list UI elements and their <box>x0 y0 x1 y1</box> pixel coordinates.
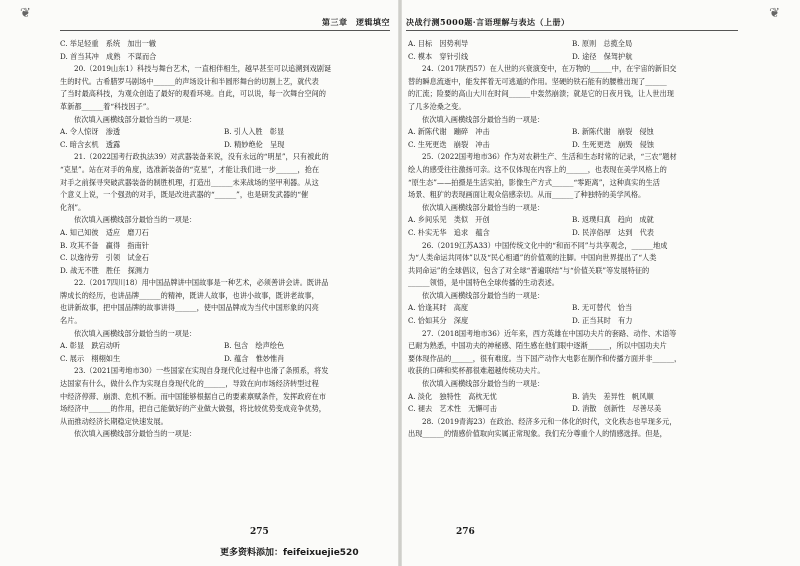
text-line: 收获的口碑和奖杯都很难超越传统功夫片。 <box>408 366 545 376</box>
option-text: A. 新陈代谢 蹦碎 冲击 <box>408 127 490 137</box>
text-line: C. 以逸待劳 引领 试金石 <box>60 253 149 263</box>
option-text: B. 返璞归真 趋向 成就 <box>572 215 654 225</box>
option-text: A. 令人惊讶 渗透 <box>60 127 121 137</box>
text-line: 场经济中______的作用，把自己能做好的产业做大做强，将比较优势变成竞争优势， <box>60 404 326 414</box>
text-line: ______领悟，是中国特色全球传播的生动表述。 <box>408 278 559 288</box>
chapter-title: 第三章 逻辑填空 <box>322 17 390 27</box>
text-line: 依次填入画横线部分最恰当的一项是： <box>422 114 545 124</box>
text-line: 24.（2017陕西57）在人世的兴衰演变中，在万物的______中，在宇宙的新旧交 <box>422 64 677 74</box>
right-page-body <box>408 38 736 441</box>
text-line: C. 举足轻重 系统 加出一辙 <box>60 39 157 48</box>
text-line: 为“人类命运共同体”以及“民心相通”的价值观的注脚。中国向世界提出了“人类 <box>408 253 657 263</box>
option-row <box>408 403 736 416</box>
text-line: 共同命运”的全球倡议，包含了对全球“普遍联结”与“价值关联”等发展特征的 <box>408 265 650 275</box>
text-line: 25.（2022国考地市36）作为对农耕生产、生活和生态时常的记录，“三农”题材 <box>422 152 677 162</box>
book-title: 决战行测5000题·言语理解与表达（上册） <box>406 17 570 27</box>
text-line: 也讲新故事，把中国品牌的故事讲得______，使中国品牌成为当代中国形象的闪亮 <box>60 303 319 313</box>
text-line: 了当时最高科技，为观众创造了最好的观看环境。自此，可以说，每一次舞台空间的 <box>60 89 326 99</box>
text-line: 22.（2017四川18）用中国品牌讲中国故事是一种艺术，必须善讲会讲。既讲品 <box>74 278 329 288</box>
text-line: 场景、粗犷的表现画面让观众倍感亲切。从而______了种独特的美学风格。 <box>408 190 646 200</box>
text-line: “原生态”——拍摄是生活实拍，影像生产方式______“零距离”，这种真实的生活 <box>408 177 660 187</box>
option-text: A. 淡化 独特性 高枕无忧 <box>408 391 497 401</box>
option-row <box>408 315 736 328</box>
text-line: D. 战无不胜 胜任 探测力 <box>60 265 150 275</box>
text-line: 绘人的感受往往激扬可亲。这不仅体现在内容上的______，也表现在美学风格上的 <box>408 164 667 174</box>
option-text: D. 蕴含 惟妙惟肖 <box>224 353 285 363</box>
text-line: 27.（2018国考地市36）近年来，西方英雄在中国功夫片的套路、动作、术语等 <box>422 328 677 338</box>
option-row <box>60 353 388 366</box>
text-line: 依次填入画横线部分最恰当的一项是： <box>74 328 197 338</box>
option-text: A. 乡间乐见 类似 开创 <box>408 215 490 225</box>
text-line: 革新都______着“科技因子”。 <box>60 101 154 111</box>
option-text: A. 目标 因势利导 <box>408 39 469 48</box>
option-row <box>408 126 736 139</box>
option-row <box>60 340 388 353</box>
option-row <box>408 227 736 240</box>
option-text: A. 彰显 跌宕动听 <box>60 341 121 351</box>
option-text: C. 暗含玄机 透露 <box>60 139 121 149</box>
text-line: 依次填入画横线部分最恰当的一项是： <box>422 290 545 300</box>
text-line: 生的时代。古希腊罗马剧场中______的声场设计和半圆形舞台的切割上艺，就代表 <box>60 76 319 86</box>
text-line: 替的瞬息流逝中，能发挥着无可逃遁的作用。坚硬的铁石能有的腰椎出现了______ <box>408 76 667 86</box>
option-row <box>408 51 736 64</box>
text-line: A. 知己知彼 适应 磨刀石 <box>60 227 149 237</box>
page-number-left: 275 <box>250 527 269 537</box>
text-line: 名片。 <box>60 316 82 326</box>
text-line: 28.（2019青海23）在政治、经济多元和一体化的时代，文化秩态也早现多元， <box>422 416 677 426</box>
flourish-ornament-icon: ❦ <box>20 6 31 21</box>
option-text: D. 途径 保驾护航 <box>572 51 633 61</box>
text-line: 20.（2019山东1）科技与舞台艺术，一直相伴相生，越早甚至可以追溯到戏剧诞 <box>74 64 332 74</box>
text-line: 了几多沧桑之变。 <box>408 101 466 111</box>
option-text: D. 精妙绝伦 呈现 <box>224 139 285 149</box>
text-line: 依次填入画横线部分最恰当的一项是： <box>422 202 545 212</box>
right-page-header <box>406 10 738 31</box>
option-text: C. 展示 栩栩如生 <box>60 353 121 363</box>
option-text: B. 消失 差异性 帆风顺 <box>572 391 654 401</box>
flourish-ornament-icon: ❦ <box>769 6 780 21</box>
option-text: B. 引人入胜 彰显 <box>224 127 285 137</box>
text-line: “克星”。站在对手的角度，选准新装备的“克星”，才能让我们进一步______，抢在 <box>60 164 320 174</box>
text-line: 化剂”。 <box>60 202 86 212</box>
text-line: 依次填入画横线部分最恰当的一项是： <box>422 379 545 389</box>
option-text: D. 民淳俗厚 达到 代表 <box>572 227 654 237</box>
text-line: 中经济停滞、崩溃、危机不断。而中国能够根据自己的要素禀赋条件，发挥政府在市 <box>60 391 326 401</box>
text-line: 依次填入画横线部分最恰当的一项是： <box>74 429 197 439</box>
option-text: D. 正当其时 有力 <box>572 316 633 326</box>
text-line: 出现______的情感价值取向实属正常现象。我们充分尊重个人的情感选择。但是， <box>408 429 667 439</box>
text-line: 个意义上说，一个强劲的对手，既是改进武器的“______”，也是研发武器的“催 <box>60 190 309 200</box>
text-line: B. 攻其不备 赢得 指南针 <box>60 240 149 250</box>
option-text: B. 包含 绘声绘色 <box>224 341 285 351</box>
text-line: 21.（2022国考行政执法39）对武器装备来说，没有永远的“明星”，只有被此的 <box>74 152 329 162</box>
option-row <box>408 139 736 152</box>
option-text: D. 消散 创新性 尽善尽美 <box>572 404 662 414</box>
text-line: 23.（2021国考地市30）一些国家在实现自身现代化过程中也滑了条照系，将发 <box>74 366 329 376</box>
text-line: 对手之前探寻突破武器装备的制胜机理，打造出______未来战场的坚甲利器。从这 <box>60 177 319 187</box>
page-number-right: 276 <box>456 527 475 537</box>
option-text: B. 原则 总揽全局 <box>572 39 633 48</box>
option-row <box>408 214 736 227</box>
text-line: 牌成长的经历，也讲品牌______的精神，既讲人故事，也讲小故事，既讲老故事， <box>60 290 319 300</box>
text-line: 依次填入画横线部分最恰当的一项是： <box>74 114 197 124</box>
text-line: 已耐为熟悉，中国功夫的神秘感、陌生感在他们眼中逐渐______，所以中国功夫片 <box>408 341 667 351</box>
left-page-header <box>60 10 390 31</box>
text-line: 26.（2019江苏A33）中国传统文化中的“和而不同”与共享观念，______地成 <box>422 240 668 250</box>
option-text: D. 生死更迭 崩毁 侵蚀 <box>572 139 654 149</box>
text-line: 依次填入画横线部分最恰当的一项是： <box>74 215 197 225</box>
option-text: A. 恰逢其时 高度 <box>408 303 469 313</box>
text-line: 要体现作品的______，很有难度。当下国产动作大电影在制作和传播方面并非______， <box>408 353 682 363</box>
option-text: B. 无可替代 恰当 <box>572 303 633 313</box>
left-page-body <box>60 38 388 441</box>
option-row <box>408 38 736 51</box>
right-page <box>400 0 800 566</box>
option-text: C. 生死更迭 崩裂 冲击 <box>408 139 490 149</box>
text-line: D. 首当其冲 成熟 不谋而合 <box>60 51 157 61</box>
option-text: C. 朴实无华 追求 蕴含 <box>408 227 490 237</box>
option-row <box>408 391 736 404</box>
option-row <box>60 126 388 139</box>
option-text: C. 模本 穿针引线 <box>408 51 469 61</box>
option-text: B. 新陈代谢 崩裂 侵蚀 <box>572 127 654 137</box>
book-gutter <box>398 0 402 566</box>
option-text: C. 褪去 艺术性 无懈可击 <box>408 404 497 414</box>
option-row <box>408 302 736 315</box>
text-line: 从而推动经济长期稳定快速发展。 <box>60 416 168 426</box>
text-line: 达国家有什么，做什么作为实现自身现代化的______，导致在向市场经济转型过程 <box>60 379 319 389</box>
option-row <box>60 139 388 152</box>
option-text: C. 恰如其分 深度 <box>408 316 469 326</box>
footer-watermark: 更多资料添加：feifeixuejie520 <box>220 548 359 558</box>
text-line: 的汇流；险要的高山大川在时间______中轰然崩溃；就是它的日夜月钱，让人世出现 <box>408 89 674 99</box>
